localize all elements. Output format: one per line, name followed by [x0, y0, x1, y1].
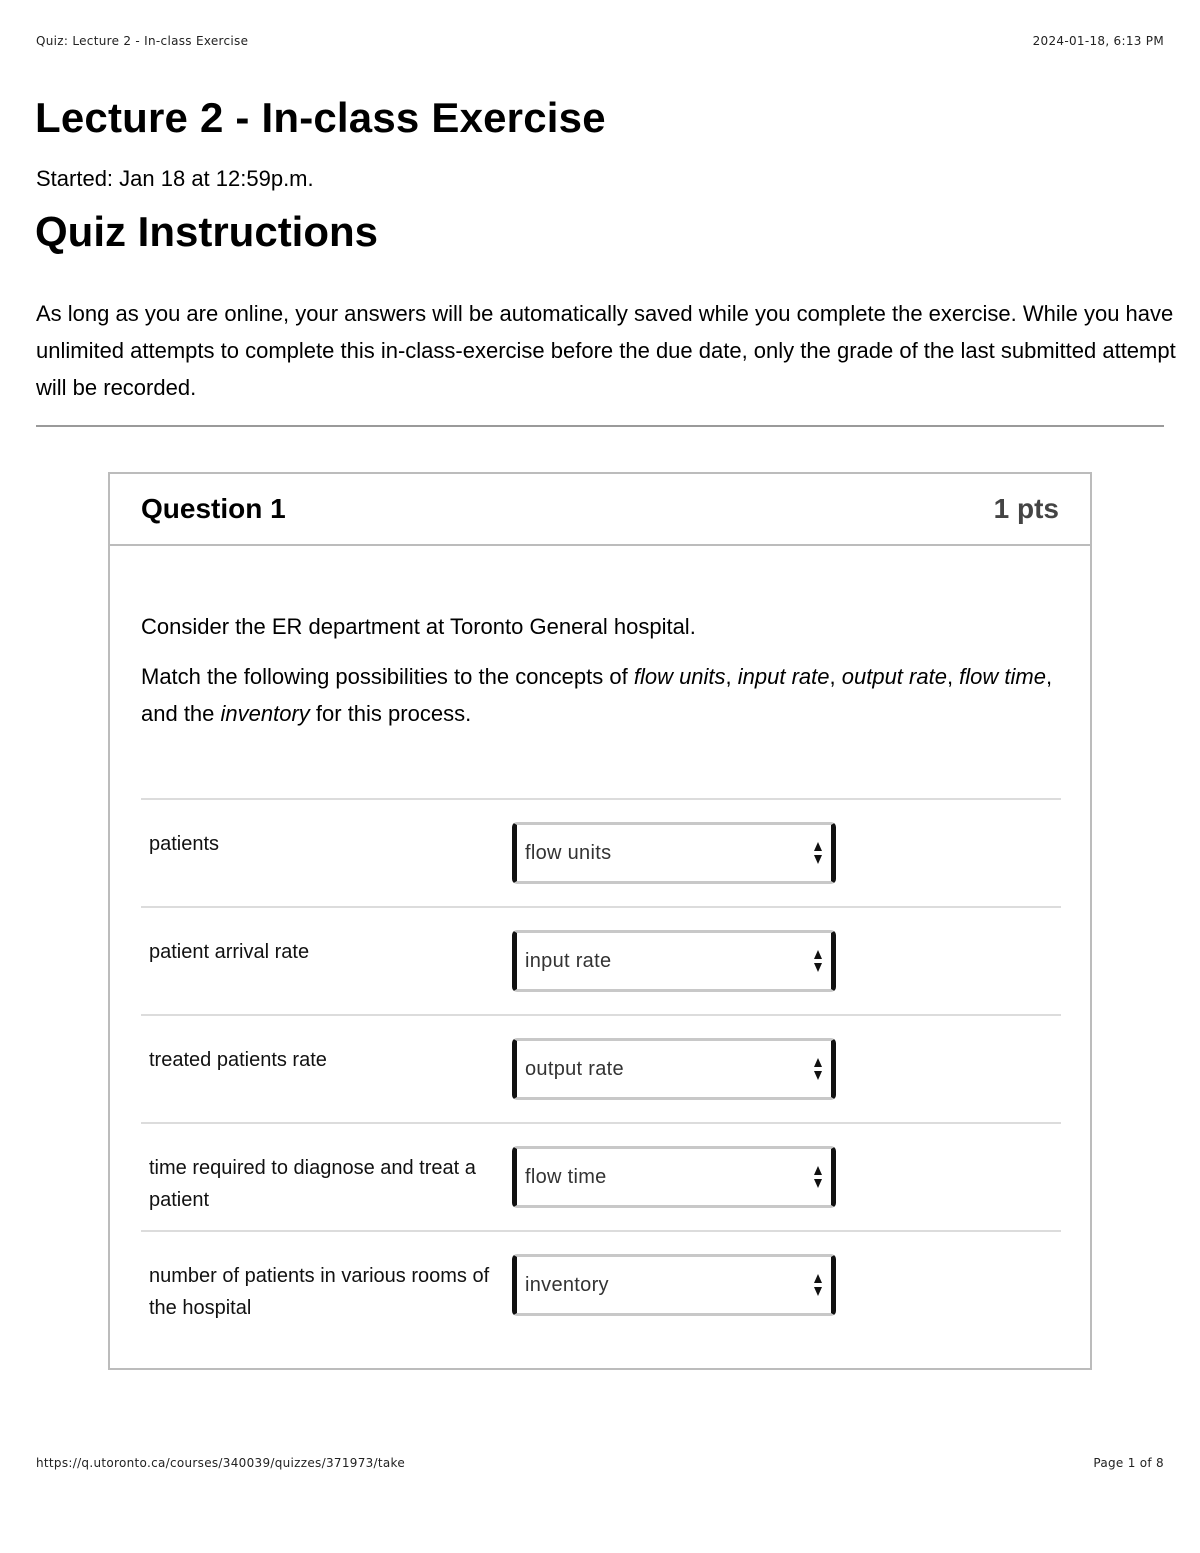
answer-select-value: flow units — [525, 841, 612, 864]
match-label: number of patients in various rooms of the hospital — [149, 1265, 490, 1319]
answer-select[interactable] — [512, 1038, 836, 1100]
match-label: time required to diagnose and treat a patient — [149, 1157, 476, 1211]
prompt-text-3: for this process. — [309, 701, 472, 726]
started-timestamp: Started: Jan 18 at 12:59p.m. — [36, 166, 314, 191]
instructions-heading: Quiz Instructions — [35, 208, 379, 255]
up-down-arrows-icon — [813, 1164, 823, 1190]
print-footer — [36, 1456, 1164, 1470]
up-down-arrows-icon — [813, 1272, 823, 1298]
print-header — [36, 34, 1164, 48]
question-prompt — [141, 658, 1061, 732]
prompt-sep-2: , — [829, 664, 842, 689]
answer-select-value: output rate — [525, 1057, 624, 1080]
up-down-arrows-icon — [813, 840, 823, 866]
question-header — [110, 474, 1090, 546]
print-footer-page-number: Page 1 of 8 — [1093, 1456, 1164, 1470]
question-body — [141, 614, 1061, 732]
answer-select-value: flow time — [525, 1165, 607, 1188]
answer-select[interactable] — [512, 1146, 836, 1208]
match-label: patient arrival rate — [149, 941, 310, 963]
prompt-sep-1: , — [725, 664, 738, 689]
match-row — [141, 906, 1061, 1014]
question-card — [108, 472, 1092, 1370]
question-lead: Consider the ER department at Toronto General hospital. — [141, 614, 696, 639]
prompt-text-2: , and the — [141, 664, 1053, 726]
up-down-arrows-icon — [813, 948, 823, 974]
match-table — [141, 798, 1061, 1338]
match-row — [141, 1122, 1061, 1230]
prompt-term-inventory: inventory — [220, 701, 310, 726]
print-header-timestamp: 2024-01-18, 6:13 PM — [1032, 34, 1164, 48]
match-label: patients — [149, 833, 220, 855]
answer-select-value: input rate — [525, 949, 612, 972]
print-header-title: Quiz: Lecture 2 - In-class Exercise — [36, 34, 249, 48]
match-label: treated patients rate — [149, 1049, 327, 1071]
section-divider — [36, 425, 1164, 427]
answer-select[interactable] — [512, 1254, 836, 1316]
prompt-term-output-rate: output rate — [841, 664, 947, 689]
prompt-term-flow-units: flow units — [633, 664, 726, 689]
question-title: Question 1 — [141, 493, 286, 524]
prompt-text-1: Match the following possibilities to the concepts of — [141, 664, 634, 689]
match-row — [141, 1230, 1061, 1338]
prompt-term-flow-time: flow time — [959, 664, 1046, 689]
print-footer-url: https://q.utoronto.ca/courses/340039/quizzes/371973/take — [36, 1456, 406, 1470]
prompt-sep-3: , — [946, 664, 960, 689]
up-down-arrows-icon — [813, 1056, 823, 1082]
prompt-term-input-rate: input rate — [737, 664, 830, 689]
match-row — [141, 798, 1061, 906]
match-row — [141, 1014, 1061, 1122]
instructions-text: As long as you are online, your answers will be automatically saved while you complete the exercise. While you have unlimited attempts to complete this in-class-exercise before the due date, only the grade of the last submitted attempt will be recorded. — [36, 301, 1176, 400]
answer-select-value: inventory — [525, 1273, 609, 1296]
answer-select[interactable] — [512, 930, 836, 992]
answer-select[interactable] — [512, 822, 836, 884]
question-points: 1 pts — [993, 493, 1059, 524]
page-title: Lecture 2 - In-class Exercise — [35, 94, 606, 141]
